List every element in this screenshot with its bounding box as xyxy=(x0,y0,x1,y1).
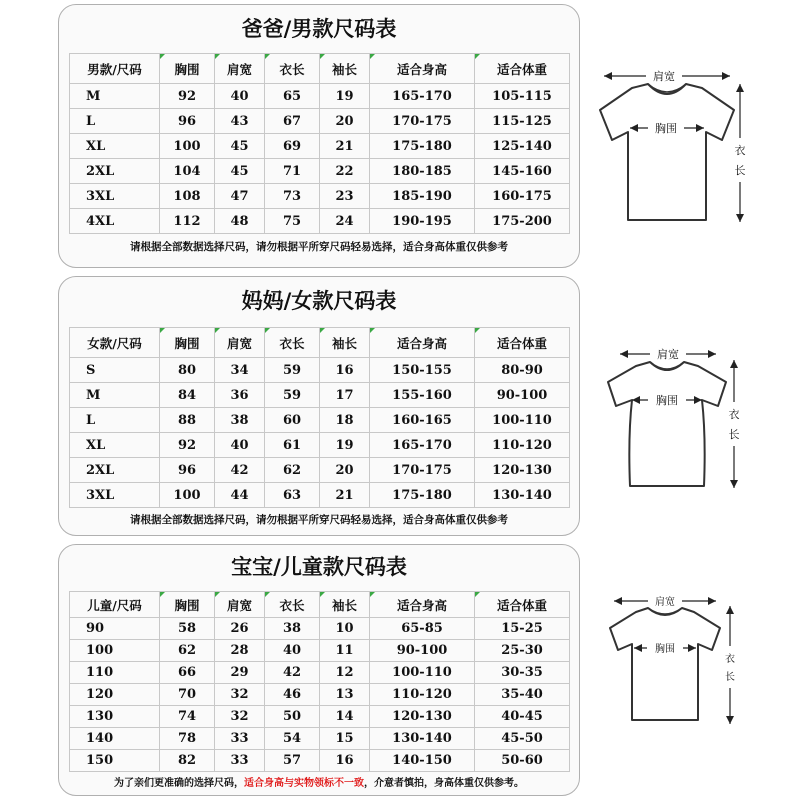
table-row: 110 66 29 42 12 100-110 30-35 xyxy=(70,662,570,684)
table-row: 2XL 104 45 71 22 180-185 145-160 xyxy=(70,159,570,184)
header-sleeve: 袖长 xyxy=(320,54,370,84)
table-row: M 92 40 65 19 165-170 105-115 xyxy=(70,84,570,109)
table-row: 3XL 100 44 63 21 175-180 130-140 xyxy=(70,483,570,508)
header-sleeve: 袖长 xyxy=(320,328,370,358)
women-panel-title: 妈妈/女款尺码表 xyxy=(241,289,397,313)
chest-label: 胸围 xyxy=(655,122,677,135)
men-size-panel xyxy=(58,4,580,268)
header-length: 衣长 xyxy=(265,54,320,84)
kids-note: 为了亲们更准确的选择尺码，适合身高与实物领标不一致，介意者慎拍，身高体重仅供参考。 xyxy=(114,778,524,789)
women-note: 请根据全部数据选择尺码，请勿根据平所穿尺码轻易选择，适合身高体重仅供参考 xyxy=(130,514,508,526)
men-panel-title: 爸爸/男款尺码表 xyxy=(241,17,397,41)
table-row: 130 74 32 50 14 120-130 40-45 xyxy=(70,706,570,728)
chest-label: 胸围 xyxy=(655,644,675,655)
header-sleeve: 袖长 xyxy=(320,592,370,618)
chest-label: 胸围 xyxy=(656,394,678,407)
header-shoulder: 肩宽 xyxy=(215,328,265,358)
shoulder-label: 肩宽 xyxy=(655,597,675,608)
women-shirt-diagram xyxy=(596,336,766,506)
tshirt-icon xyxy=(608,362,726,486)
kids-panel-title: 宝宝/儿童款尺码表 xyxy=(231,555,407,579)
table-header-row xyxy=(70,54,570,84)
table-row: L 96 43 67 20 170-175 115-125 xyxy=(70,109,570,134)
header-weight: 适合体重 xyxy=(475,54,570,84)
header-chest: 胸围 xyxy=(160,592,215,618)
table-row: 90 58 26 38 10 65-85 15-25 xyxy=(70,618,570,640)
table-row: 140 78 33 54 15 130-140 45-50 xyxy=(70,728,570,750)
header-height: 适合身高 xyxy=(370,592,475,618)
length-label-2: 长 xyxy=(725,672,735,683)
length-label-1: 衣 xyxy=(728,408,740,421)
header-weight: 适合体重 xyxy=(475,592,570,618)
table-row: S 80 34 59 16 150-155 80-90 xyxy=(70,358,570,383)
shoulder-label: 肩宽 xyxy=(653,70,675,83)
length-label-2: 长 xyxy=(728,428,740,441)
length-label-1: 衣 xyxy=(725,654,735,665)
men-shirt-diagram xyxy=(590,60,770,240)
table-row: 2XL 96 42 62 20 170-175 120-130 xyxy=(70,458,570,483)
women-size-table xyxy=(69,327,570,508)
shoulder-label: 肩宽 xyxy=(657,348,679,361)
table-row: 100 62 28 40 11 90-100 25-30 xyxy=(70,640,570,662)
header-size: 女款/尺码 xyxy=(70,328,160,358)
header-height: 适合身高 xyxy=(370,328,475,358)
tshirt-icon xyxy=(600,84,734,220)
length-label-1: 衣 xyxy=(734,144,746,157)
table-row: XL 92 40 61 19 165-170 110-120 xyxy=(70,433,570,458)
table-row: 3XL 108 47 73 23 185-190 160-175 xyxy=(70,184,570,209)
table-row: XL 100 45 69 21 175-180 125-140 xyxy=(70,134,570,159)
length-label-2: 长 xyxy=(734,164,746,177)
header-chest: 胸围 xyxy=(160,328,215,358)
women-size-panel xyxy=(58,276,580,536)
table-row: 4XL 112 48 75 24 190-195 175-200 xyxy=(70,209,570,234)
table-row: 150 82 33 57 16 140-150 50-60 xyxy=(70,750,570,772)
header-shoulder: 肩宽 xyxy=(215,54,265,84)
header-size: 男款/尺码 xyxy=(70,54,160,84)
table-row: M 84 36 59 17 155-160 90-100 xyxy=(70,383,570,408)
header-chest: 胸围 xyxy=(160,54,215,84)
header-length: 衣长 xyxy=(265,592,320,618)
table-row: L 88 38 60 18 160-165 100-110 xyxy=(70,408,570,433)
header-weight: 适合体重 xyxy=(475,328,570,358)
table-row: 120 70 32 46 13 110-120 35-40 xyxy=(70,684,570,706)
table-header-row xyxy=(70,328,570,358)
kids-size-table xyxy=(69,591,570,772)
men-size-table xyxy=(69,53,570,234)
kids-shirt-diagram xyxy=(600,590,760,740)
tshirt-icon xyxy=(610,608,720,720)
kids-size-panel xyxy=(58,544,580,796)
header-length: 衣长 xyxy=(265,328,320,358)
header-size: 儿童/尺码 xyxy=(70,592,160,618)
men-note: 请根据全部数据选择尺码，请勿根据平所穿尺码轻易选择，适合身高体重仅供参考 xyxy=(130,241,508,253)
header-height: 适合身高 xyxy=(370,54,475,84)
table-header-row xyxy=(70,592,570,618)
header-shoulder: 肩宽 xyxy=(215,592,265,618)
